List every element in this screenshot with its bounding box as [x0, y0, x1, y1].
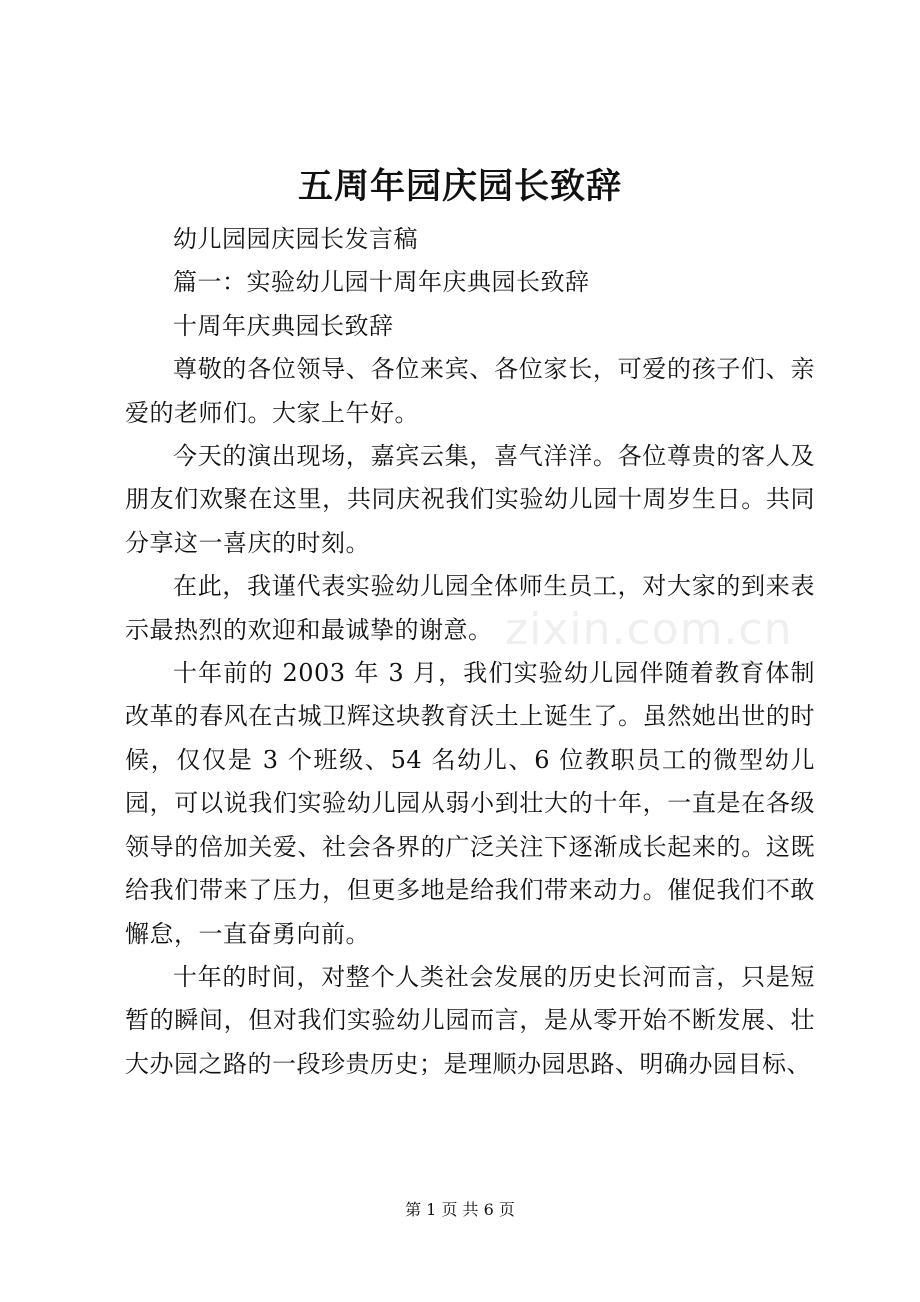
paragraph-occasion: 今天的演出现场，嘉宾云集，喜气洋洋。各位尊贵的客人及朋友们欢聚在这里，共同庆祝我们实验幼儿园十周岁生日。共同分享这一喜庆的时刻。 — [125, 442, 815, 557]
paragraph-greeting: 尊敬的各位领导、各位来宾、各位家长，可爱的孩子们、亲爱的老师们。大家上午好。 — [125, 355, 815, 427]
document-title: 五周年园庆园长致辞 — [297, 166, 622, 207]
paragraph-heading-1: 篇一：实验幼儿园十周年庆典园长致辞 — [173, 268, 590, 297]
paragraph-reflection: 十年的时间，对整个人类社会发展的历史长河而言，只是短暂的瞬间，但对我们实验幼儿园而言，是从零开始不断发展、壮大办园之路的一段珍贵历史；是理顺办园思路、明确办园目标、 — [125, 962, 815, 1078]
watermark: zixin.com.cn — [505, 604, 793, 655]
paragraph-subtitle: 幼儿园园庆园长发言稿 — [173, 225, 418, 253]
paragraph-history: 十年前的 2003 年 3 月，我们实验幼儿园伴随着教育体制改革的春风在古城卫辉这块教育沃土上诞生了。虽然她出世的时候，仅仅是 3 个班级、54 名幼儿、6 位教职员工的微型幼儿园，可以说我们实验幼儿园从弱小到壮大的十年，一直是在各级领导的倍加关爱、社会各界的广泛关注下逐渐成长起来的。这既给我们带来了压力，但更多地是给我们带来动力。催促我们不敢懈怠，一直奋勇向前。 — [125, 659, 815, 948]
paragraph-heading-2: 十周年庆典园长致辞 — [173, 311, 394, 340]
page-footer: 第 1 页 共 6 页 — [405, 1200, 515, 1219]
paragraph-welcome: 在此，我谨代表实验幼儿园全体师生员工，对大家的到来表示最热烈的欢迎和最诚挚的谢意。 — [125, 572, 815, 644]
